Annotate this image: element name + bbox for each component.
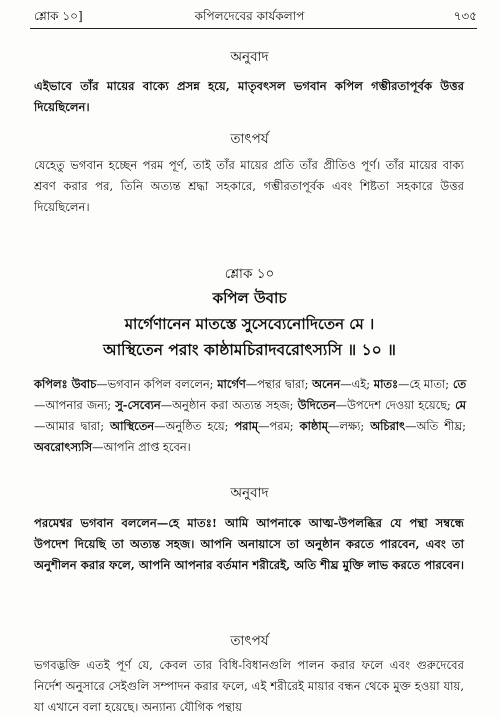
translation-text: এইভাবে তাঁর মায়ের বাক্যে প্রসন্ন হয়ে, মাতৃবৎসল ভগবান কপিল গম্ভীরতাপূর্বক উত্তর দিয়েছিলেন। (34, 79, 464, 114)
synonym-meaning: —আমার দ্বারা; (34, 419, 111, 433)
translation-heading: অনুবাদ (230, 49, 269, 65)
synonym-meaning: —উপদেশ দেওয়া হয়েছে; (335, 398, 456, 412)
synonym-meaning: —আপনি প্রাপ্ত হবেন। (92, 440, 191, 454)
synonym-meaning: —আপনার জন্য; (34, 398, 116, 412)
synonym-meaning: —এই; (340, 377, 374, 391)
header-verse-ref: শ্লোক ১০] (34, 9, 83, 23)
translation-text-2: পরমেশ্বর ভগবান বললেন—হে মাতঃ! আমি আপনাকে আত্ম-উপলব্ধির যে পন্থা সম্বন্ধে উপদেশ দিয়েছি তা অত্যন্ত সহজ। আপনি অনায়াসে তা অনুষ্ঠান করতে পারবেন, এবং তা অনুশীলন করার ফলে, আপনি আপনার বর্তমান শরীরেই, অতি শীঘ্র মুক্তি লাভ করতে পারবেন। (34, 516, 464, 572)
synonym-term: সু-সেব্যেন (115, 398, 161, 412)
synonym-term: আস্থিতেন (110, 419, 155, 433)
synonym-term: অচিরাৎ (370, 419, 406, 433)
synonym-term: মার্গেণ (217, 377, 246, 391)
synonym-meaning: —অনুষ্ঠিত হয়ে; (154, 419, 235, 433)
verse-line-2: আস্থিতেন পরাং কাষ্ঠামচিরাদবরোৎস্যসি ॥ ১০ ॥ (103, 340, 396, 359)
synonym-meaning: —অতি শীঘ্র; (405, 419, 467, 433)
synonyms-block (34, 374, 466, 458)
synonym-meaning: —পন্থার দ্বারা; (245, 377, 313, 391)
synonym-term: কপিলঃ উবাচ (34, 377, 97, 391)
header-page-number: ৭৩৫ (453, 9, 477, 23)
purport-heading-2: তাৎপর্য (230, 633, 269, 649)
verse-speaker: কপিল উবাচ (212, 289, 287, 307)
purport-text: যেহেতু ভগবান হচ্ছেন পরম পূর্ণ, তাই তাঁর মায়ের প্রতি তাঁর প্রীতিও পূর্ণ। তাঁর মায়ের বাক্য শ্রবণ করার পর, তিনি অত্যন্ত শ্রদ্ধা সহকারে, গম্ভীরতাপূর্বক এবং শিষ্টতা সহকারে উত্তর দিয়েছিলেন। (34, 158, 464, 214)
synonym-meaning: —অনুষ্ঠান করা অত্যন্ত সহজ; (160, 398, 298, 412)
synonym-meaning: —লক্ষ্য; (327, 419, 371, 433)
synonym-term: মাতঃ (373, 377, 399, 391)
verse-number: শ্লোক ১০ (224, 266, 275, 282)
header-chapter-title: কপিলদেবের কার্যকলাপ (194, 9, 305, 23)
translation-heading-2: অনুবাদ (230, 485, 269, 501)
synonym-meaning: —ভগবান কপিল বললেন; (96, 377, 218, 391)
synonym-meaning: —হে মাতা; (398, 377, 453, 391)
synonym-term: তে (452, 377, 466, 391)
verse-line-1: মার্গেণানেন মাতস্তে সুসেব্যেনোদিতেন মে । (124, 315, 375, 333)
synonym-meaning: —পরম; (258, 419, 300, 433)
synonym-term: অবরোৎস্যসি (34, 440, 93, 454)
synonym-term: অনেন (312, 377, 341, 391)
header-rule (30, 28, 477, 29)
synonym-term: কাষ্ঠাম্ (299, 419, 328, 433)
synonym-term: উদিতেন (297, 398, 336, 412)
purport-heading: তাৎপর্য (230, 131, 269, 147)
synonym-term: পরাম্ (234, 419, 259, 433)
purport-text-2: ভগবদ্ভক্তি এতই পূর্ণ যে, কেবল তার বিধি-বিধানগুলি পালন করার ফলে এবং গুরুদেবের নির্দেশ অনুসারে সেইগুলি সম্পাদন করার ফলে, এই শরীরেই মায়ার বন্ধন থেকে মুক্ত হওয়া যায়, যা এখানে বলা হয়েছে। অন্যান্য যৌগিক পন্থায় (34, 658, 464, 714)
synonym-term: মে (455, 398, 467, 412)
